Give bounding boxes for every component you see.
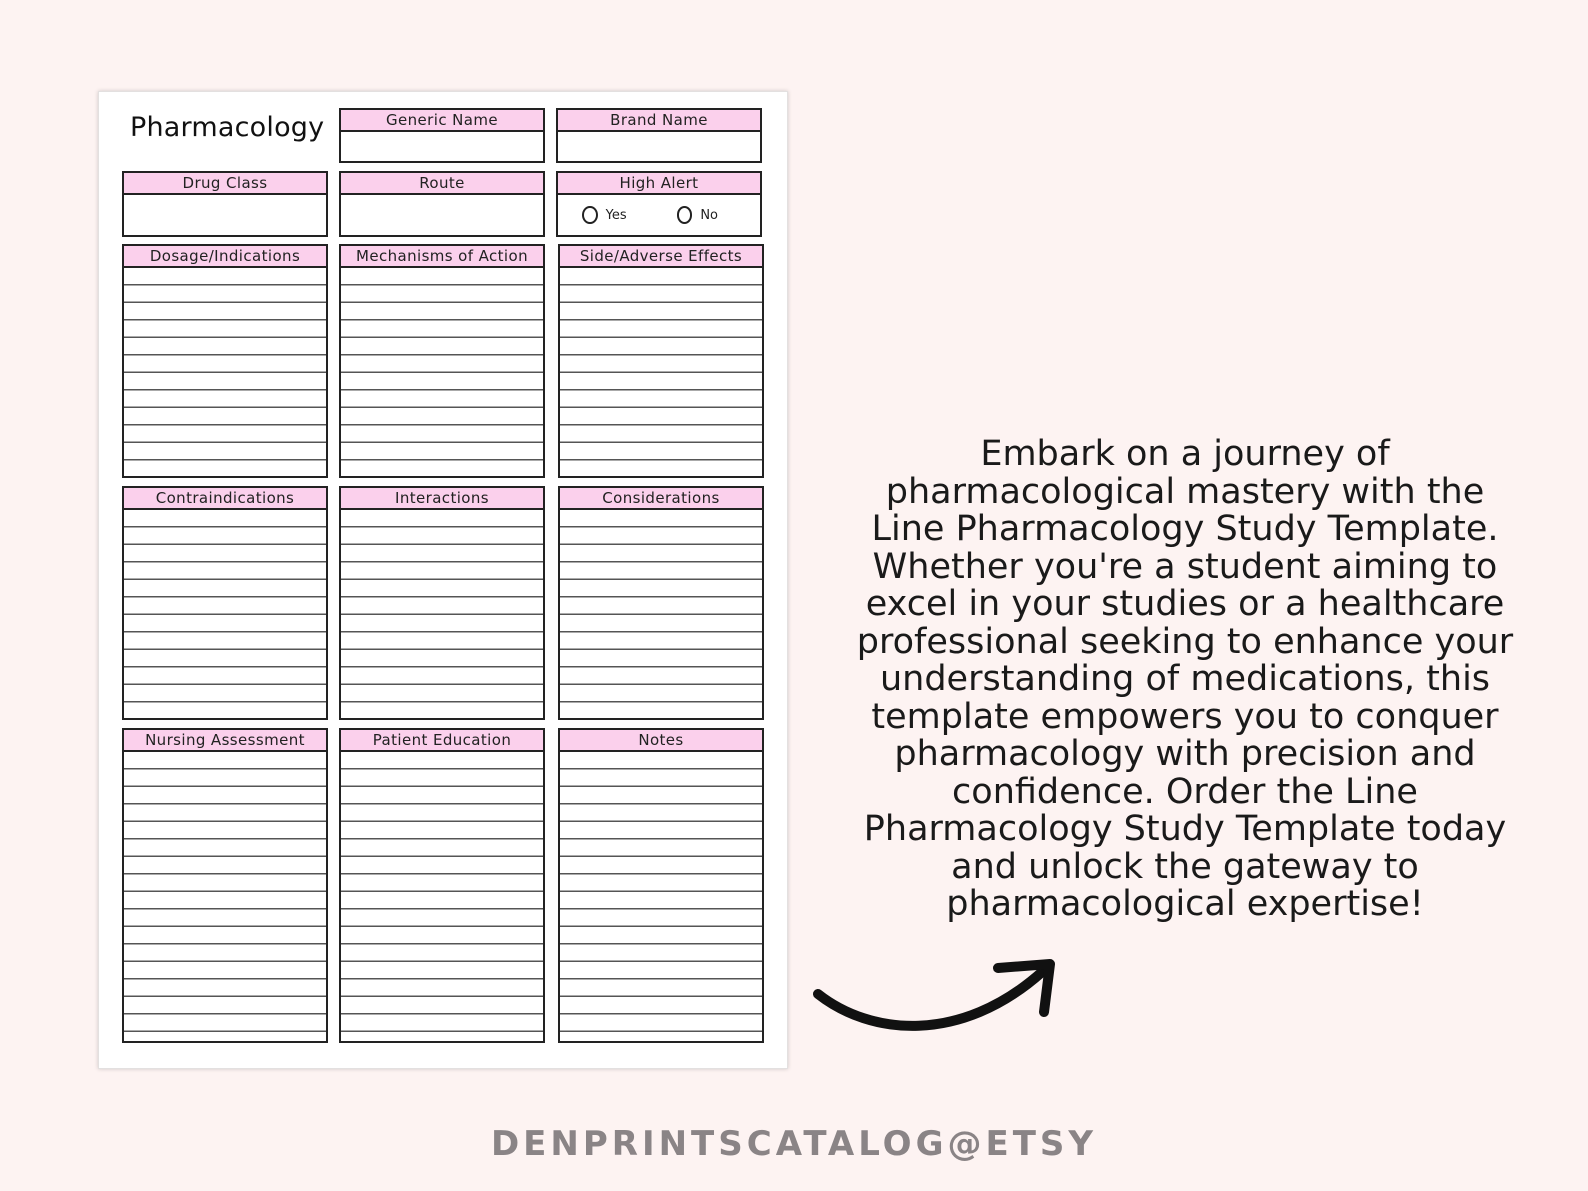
notes-label: Notes xyxy=(558,728,764,752)
route-field[interactable] xyxy=(339,171,545,237)
drug-class-field[interactable] xyxy=(122,171,328,237)
notes-lines[interactable] xyxy=(558,752,764,1043)
drug-class-label: Drug Class xyxy=(122,171,328,195)
dosage-lines[interactable] xyxy=(122,268,328,478)
route-input[interactable] xyxy=(339,195,545,237)
nursing-section[interactable] xyxy=(122,728,328,1043)
side-effects-label: Side/Adverse Effects xyxy=(558,244,764,268)
high-alert-field[interactable] xyxy=(556,171,762,237)
side-effects-lines[interactable] xyxy=(558,268,764,478)
education-label: Patient Education xyxy=(339,728,545,752)
mechanisms-section[interactable] xyxy=(339,244,545,478)
generic-name-field[interactable] xyxy=(339,108,545,163)
contraindications-section[interactable] xyxy=(122,486,328,720)
high-alert-label: High Alert xyxy=(556,171,762,195)
mechanisms-lines[interactable] xyxy=(339,268,545,478)
nursing-lines[interactable] xyxy=(122,752,328,1043)
shop-watermark: DENPRINTSCATALOG@ETSY xyxy=(490,1124,1098,1164)
no-radio-label: No xyxy=(700,207,718,223)
education-section[interactable] xyxy=(339,728,545,1043)
nursing-label: Nursing Assessment xyxy=(122,728,328,752)
side-effects-section[interactable] xyxy=(558,244,764,478)
considerations-section[interactable] xyxy=(558,486,764,720)
generic-name-input[interactable] xyxy=(339,132,545,163)
yes-radio-label: Yes xyxy=(605,207,627,223)
route-label: Route xyxy=(339,171,545,195)
contraindications-lines[interactable] xyxy=(122,510,328,720)
product-description: Embark on a journey of pharmacological mastery with the Line Pharmacology Study Template. Whether you're a student aiming to excel in your studies or a healthcare professional seeking to enhance your understanding of medications, this template empowers you to conquer pharmacology with precision and confidence. Order the Line Pharmacology Study Template today and unlock the gateway to pharmacological expertise! xyxy=(856,434,1514,924)
interactions-label: Interactions xyxy=(339,486,545,510)
dosage-section[interactable] xyxy=(122,244,328,478)
contraindications-label: Contraindications xyxy=(122,486,328,510)
worksheet-title: Pharmacology xyxy=(130,112,325,143)
notes-section[interactable] xyxy=(558,728,764,1043)
yes-radio-icon[interactable] xyxy=(582,206,598,224)
considerations-lines[interactable] xyxy=(558,510,764,720)
high-alert-options xyxy=(556,195,762,237)
brand-name-input[interactable] xyxy=(556,132,762,163)
interactions-lines[interactable] xyxy=(339,510,545,720)
curved-arrow-icon xyxy=(810,950,1080,1050)
considerations-label: Considerations xyxy=(558,486,764,510)
interactions-section[interactable] xyxy=(339,486,545,720)
mechanisms-label: Mechanisms of Action xyxy=(339,244,545,268)
education-lines[interactable] xyxy=(339,752,545,1043)
brand-name-field[interactable] xyxy=(556,108,762,163)
generic-name-label: Generic Name xyxy=(339,108,545,132)
drug-class-input[interactable] xyxy=(122,195,328,237)
dosage-label: Dosage/Indications xyxy=(122,244,328,268)
brand-name-label: Brand Name xyxy=(556,108,762,132)
no-radio-icon[interactable] xyxy=(677,206,693,224)
